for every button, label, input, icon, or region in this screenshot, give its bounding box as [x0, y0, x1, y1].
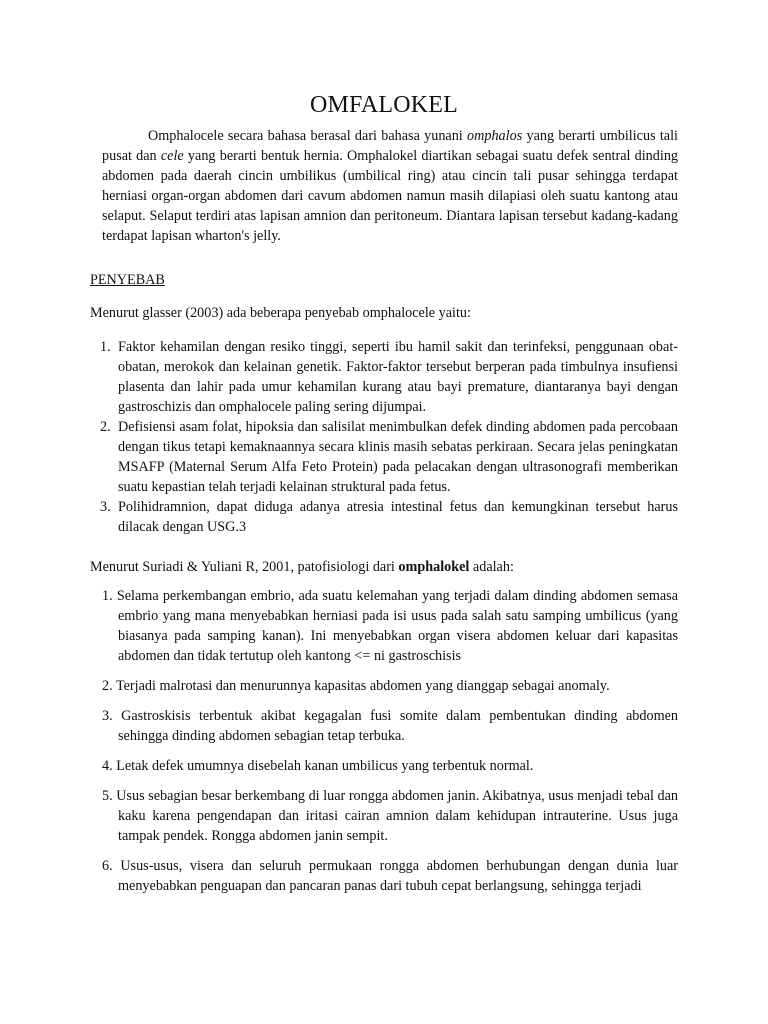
list-number: 6.: [102, 858, 113, 874]
list-number: 1.: [102, 588, 113, 604]
list-item-text: Defisiensi asam folat, hipoksia dan salisilat menimbulkan defek dinding abdomen pada percobaan dengan tikus tetapi kemaknaannya secara klinis masih sebatas perkiraan. Secara jelas peningkatan MSAFP (Maternal Serum Alfa Feto Protein) pada pelacakan dengan ultrasonografi memberikan suatu kepastian telah terjadi kelainan struktural pada fetus.: [118, 419, 678, 495]
list-number: 2.: [102, 678, 113, 694]
list-item: [102, 586, 678, 666]
intro-paragraph: [102, 126, 678, 246]
list-item-text: Terjadi malrotasi dan menurunnya kapasitas abdomen yang dianggap sebagai anomaly.: [115, 678, 610, 694]
list-item-text: Usus sebagian besar berkembang di luar rongga abdomen janin. Akibatnya, usus menjadi tebal dan kaku karena pengendapan dan iritasi cairan amnion dalam kehidupan intrauterine. Usus juga tampak pendek. Rongga abdomen janin sempit.: [116, 788, 678, 844]
list-item-text: Selama perkembangan embrio, ada suatu kelemahan yang terjadi dalam dinding abdomen semasa embrio yang mana menyebabkan herniasi pada isi usus pada salah satu samping umbilicus (yang biasanya pada samping kanan). Ini menyebabkan organ visera abdomen keluar dari kapasitas abdomen dan tidak tertutup oleh kantong <= ni gastroschisis: [116, 588, 679, 664]
intro-omphalos-term: omphalos: [467, 128, 523, 144]
list-item: [102, 786, 678, 846]
list-item-text: Letak defek umumnya disebelah kanan umbilicus yang terbentuk normal.: [116, 758, 534, 774]
patho-intro-text-1: Menurut Suriadi & Yuliani R, 2001, patofisiologi dari: [90, 559, 399, 575]
list-item: [102, 856, 678, 896]
intro-text-2: yang berarti umbilicus tali pusat dan: [102, 128, 678, 164]
list-item-text: Faktor kehamilan dengan resiko tinggi, seperti ibu hamil sakit dan terinfeksi, penggunaan obat-obatan, merokok dan kelainan genetik. Faktor-faktor tersebut berperan pada timbulnya insufiensi plasenta dan lahir pada umur kehamilan kurang atau bayi premature, diantaranya bayi dengan gastroschizis dan omphalocele paling sering dijumpai.: [118, 339, 678, 415]
list-item-text: Gastroskisis terbentuk akibat kegagalan fusi somite dalam pembentukan dinding abdomen sehingga dinding abdomen sebagian tetap terbuka.: [118, 708, 678, 744]
section-heading: PENYEBAB: [90, 272, 165, 288]
intro-text-1: Omphalocele secara bahasa berasal dari bahasa yunani: [148, 128, 468, 144]
list-item: [90, 497, 678, 537]
patho-intro: [90, 557, 678, 577]
page-title: OMFALOKEL: [309, 92, 458, 118]
list-number: 3.: [102, 708, 113, 724]
patho-list: [102, 586, 678, 906]
intro-cele-term: cele: [160, 148, 184, 164]
list-number: 1.: [100, 339, 111, 355]
list-item: [102, 706, 678, 746]
patho-intro-bold-term: omphalokel: [398, 559, 470, 575]
list-item: [90, 417, 678, 497]
list-number: 5.: [102, 788, 113, 804]
list-item-text: Usus-usus, visera dan seluruh permukaan rongga abdomen berhubungan dengan dunia luar menyebabkan penguapan dan pancaran panas dari tubuh cepat berlangsung, sehingga terjadi: [118, 858, 678, 894]
intro-text-3: yang berarti bentuk hernia. Omphalokel diartikan sebagai suatu defek sentral dinding abdomen pada daerah cincin umbilikus (umbilical ring) atau cincin tali pusar sehingga terdapat herniasi organ-organ abdomen dari cavum abdomen namun masih dilapiasi oleh suatu kantong atau selaput. Selaput terdiri atas lapisan amnion dan peritoneum. Diantara lapisan tersebut kadang-kadang terdapat lapisan wharton's jelly.: [102, 148, 679, 244]
list-item: [102, 676, 678, 696]
list-number: 3.: [100, 499, 111, 515]
list-item-text: Polihidramnion, dapat diduga adanya atresia intestinal fetus dan kemungkinan tersebut harus dilacak dengan USG.3: [118, 499, 678, 535]
list-number: 4.: [102, 758, 113, 774]
causes-intro: Menurut glasser (2003) ada beberapa penyebab omphalocele yaitu:: [90, 305, 471, 321]
list-number: 2.: [100, 419, 111, 435]
list-item: [102, 756, 678, 776]
causes-list: [90, 337, 678, 537]
list-item: [90, 337, 678, 417]
patho-intro-text-2: adalah:: [469, 559, 514, 575]
